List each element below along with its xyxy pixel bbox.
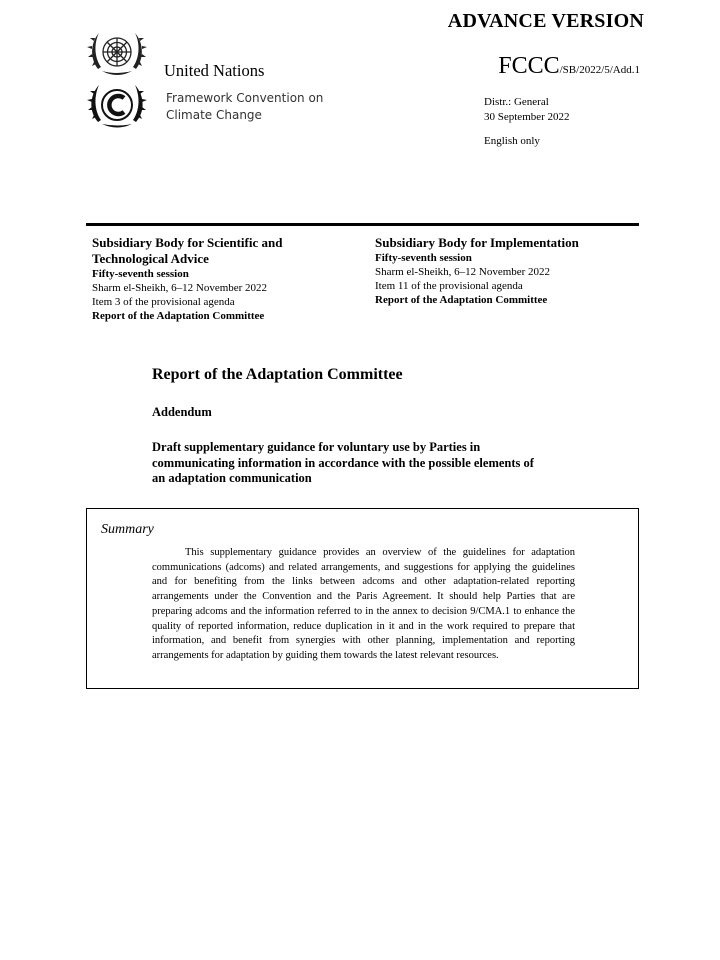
agenda-title: Report of the Adaptation Committee <box>92 310 265 322</box>
convention-name-line2: Climate Change <box>166 108 262 122</box>
body-block-sbsta <box>92 235 342 323</box>
advance-version-label: ADVANCE VERSION <box>447 10 644 32</box>
session-label: Fifty-seventh session <box>92 268 189 280</box>
document-title: Report of the Adaptation Committee <box>152 366 403 383</box>
document-symbol <box>460 53 640 80</box>
body-name: Subsidiary Body for Implementation <box>375 235 579 250</box>
unfccc-emblem-icon <box>86 80 148 132</box>
addendum-label: Addendum <box>152 405 212 419</box>
session-label: Fifty-seventh session <box>375 252 472 264</box>
summary-text: This supplementary guidance provides an overview of the guidelines for adaptation communications (adcoms) and related arrangements, and suggestions for applying the guidelines and for benefiting from the links between adcoms and other adaptation-related reporting arrangements under the Convention and the Paris Agreement. It should help Parties that are preparing adcoms and the information referred to in the annex to decision 9/CMA.1 to enhance the quality of reported information, reduce duplication in it and in the work required to prepare that information, and benefit from synergies with other planning, implementation and reporting arrangements for adaptation by guiding them towards the latest relevant resources. <box>152 547 575 661</box>
body-name-line2: Technological Advice <box>92 251 209 266</box>
subtitle-line3: an adaptation communication <box>152 471 312 485</box>
body-name-line1: Subsidiary Body for Scientific and <box>92 235 283 250</box>
organization-name: United Nations <box>164 61 265 80</box>
document-symbol-main: FCCC <box>498 53 560 79</box>
document-subtitle <box>152 440 582 487</box>
un-emblem-icon <box>86 27 148 82</box>
subtitle-line2: communicating information in accordance with the possible elements of <box>152 455 534 470</box>
language-note: English only <box>484 135 540 147</box>
header-divider <box>86 223 639 226</box>
document-date: 30 September 2022 <box>484 111 570 123</box>
agenda-title: Report of the Adaptation Committee <box>375 294 548 306</box>
subtitle-line1: Draft supplementary guidance for voluntary use by Parties in <box>152 440 481 454</box>
distribution-status: Distr.: General <box>484 96 549 108</box>
convention-name <box>166 90 323 124</box>
body-block-sbi <box>375 235 640 307</box>
session-location: Sharm el-Sheikh, 6–12 November 2022 <box>92 282 268 294</box>
session-location: Sharm el-Sheikh, 6–12 November 2022 <box>375 266 551 278</box>
document-symbol-suffix: /SB/2022/5/Add.1 <box>559 64 640 76</box>
distribution-block <box>484 95 570 125</box>
summary-label: Summary <box>101 522 154 537</box>
agenda-item: Item 3 of the provisional agenda <box>92 296 235 308</box>
convention-name-line1: Framework Convention on <box>166 91 324 105</box>
agenda-item: Item 11 of the provisional agenda <box>375 280 523 292</box>
